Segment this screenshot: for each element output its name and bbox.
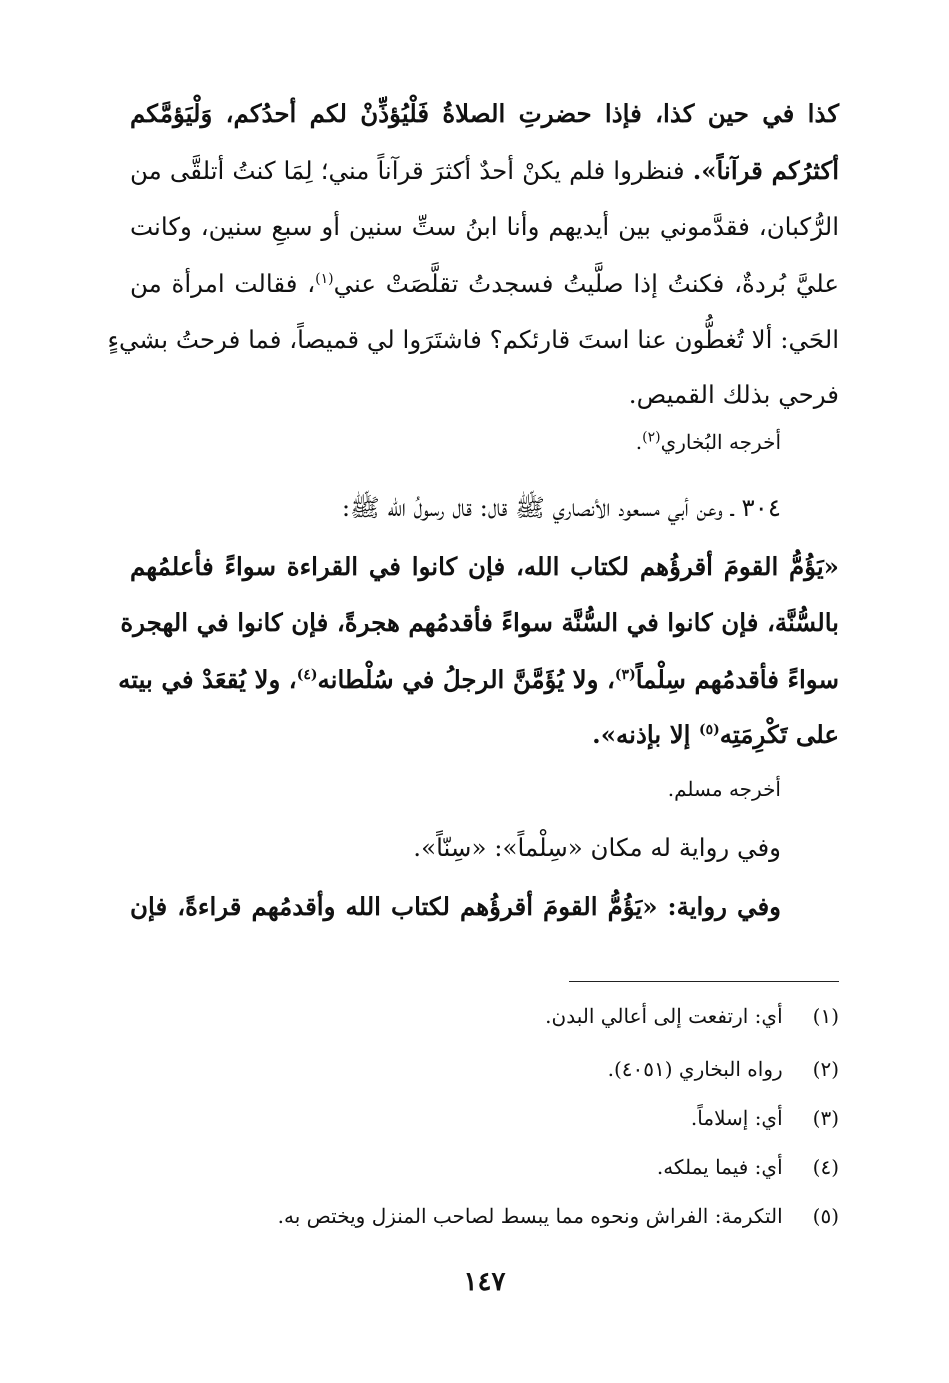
footnote [130, 1052, 839, 1086]
hadith-line [118, 660, 839, 700]
page-number: ١٤٧ [463, 1267, 506, 1297]
footnote-text: أي: إسلاماً. [690, 1106, 783, 1130]
footnote [130, 1101, 839, 1135]
footnote-text: أي: فيما يملكه. [656, 1155, 783, 1179]
text-segment: ، ولا يُقعَدْ في بيته [118, 665, 297, 694]
footnote-ref[interactable]: (٤) [296, 666, 318, 683]
source-text: أخرجه البُخاري [660, 430, 781, 454]
footnote-ref[interactable]: (١) [315, 270, 334, 287]
footnote-text: التكرمة: الفراش ونحوه مما يبسط لصاحب المنزل ويختص به. [277, 1204, 783, 1228]
footnote-ref[interactable]: (٥) [699, 721, 720, 738]
variant-line: وفي رواية: «يَؤُمُّ القومَ أقرؤُهم لكتاب الله وأقدمُهم قراءةً، فإن [130, 892, 781, 921]
hadith-line [130, 715, 839, 755]
footnote [130, 1199, 839, 1233]
text-segment: سواءً فأقدمُهم سِلْماً [635, 665, 839, 694]
footnote-ref[interactable]: (٣) [614, 666, 636, 683]
footnote-number: (٥) [812, 1204, 839, 1228]
source-line: أخرجه البُخاري$^{(٢)}$. [635, 429, 781, 454]
text-line [130, 151, 839, 191]
footnote [130, 999, 839, 1033]
text-line: كذا في حين كذا، فإذا حضرتِ الصلاةُ فَلْيُؤذِّنْ لكم أحدُكم، وَلْيَؤمَّكم [130, 99, 839, 128]
text-line: الحَي: ألا تُغطُّون عنا استَ قارئكم؟ فاشتَرَوا لي قميصاً، فما فرحتُ بشيءٍ [107, 325, 839, 354]
text-line: فرحي بذلك القميص. [628, 380, 839, 409]
text-segment: ، ولا يُؤَمَّنَّ الرجلُ في سُلْطانه [317, 665, 615, 694]
text-line [130, 264, 839, 304]
text-segment: على تَكْرِمَتِه [719, 720, 839, 749]
text-segment: عليَّ بُردةٌ، فكنتُ إذا صلَّيتُ فسجدتُ تقلَّصَتْ عني [333, 269, 839, 298]
hadith-line: «يَؤُمُّ القومَ أقرؤُهم لكتاب الله، فإن كانوا في القراءة سواءً فأعلمُهم [130, 552, 839, 581]
footnote-number: (٤) [812, 1155, 839, 1179]
footnote-ref[interactable]: (٢) [642, 429, 661, 446]
hadith-intro: ٣٠٤ ـ وعن أبي مسعود الأنصاري ﷺ قال: قال رسولُ الله ﷺ: [341, 493, 781, 522]
footnote-text: رواه البخاري (٤٠٥١). [607, 1057, 783, 1081]
footnote-separator [569, 981, 839, 982]
source-line: أخرجه مسلم. [667, 777, 781, 801]
text-line: الرُّكبان، فقدَّموني بين أيديهم وأنا ابنُ ستِّ سنين أو سبعِ سنين، وكانت [130, 212, 839, 241]
text-segment: فنظروا فلم يكنْ أحدٌ أكثرَ قرآناً مني؛ لِمَا كنتُ أتلقَّى من [130, 156, 685, 185]
book-page [107, 0, 839, 1383]
footnote [130, 1150, 839, 1184]
hadith-line: بالسُّنَّة، فإن كانوا في السُّنَّة سواءً فأقدمُهم هجرةً، فإن كانوا في الهجرة [120, 608, 839, 637]
text-segment: ، فقالت امرأة من [130, 269, 316, 298]
footnote-number: (١) [812, 1004, 839, 1028]
text-segment: أكثرُكم قرآناً». [692, 156, 839, 185]
variant-line: وفي رواية له مكان «سِلْماً»: «سِنّاً». [413, 833, 781, 862]
footnote-text: أي: ارتفعت إلى أعالي البدن. [545, 1004, 783, 1028]
text-segment: إلا بإذنه». [592, 720, 700, 749]
footnote-number: (٣) [812, 1106, 839, 1130]
footnote-number: (٢) [812, 1057, 839, 1081]
